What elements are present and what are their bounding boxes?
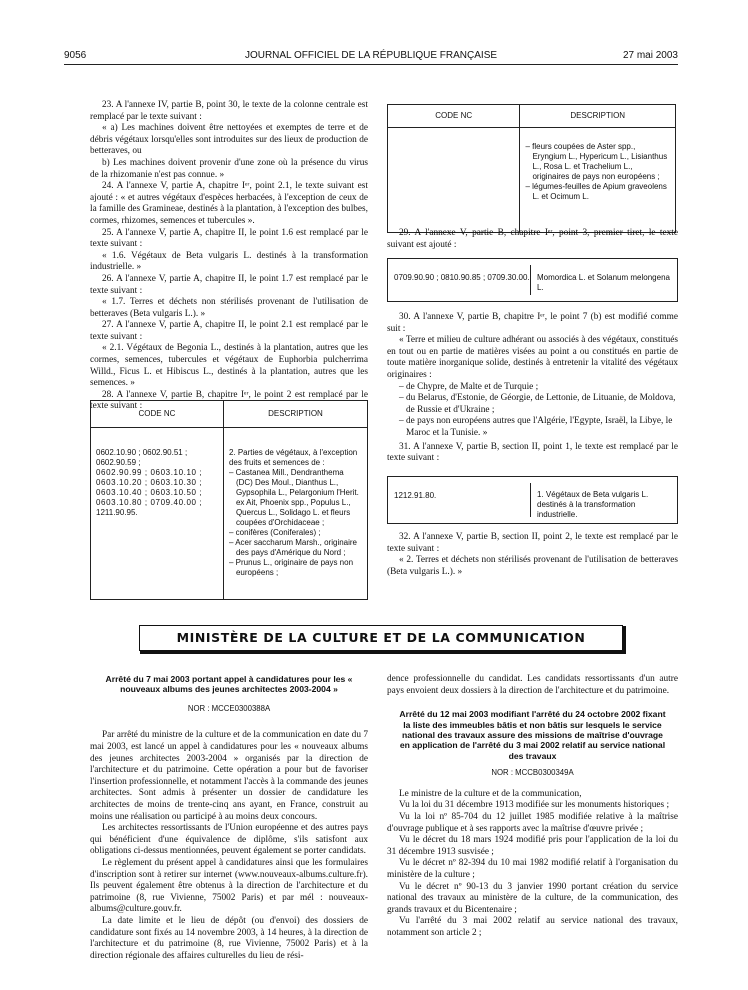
paragraph: Vu le décret nº 82-394 du 10 mai 1982 modifié relatif à l'organisation du ministère de la culture ; [387, 858, 678, 880]
table-annex-v-point-2 [90, 400, 368, 600]
paragraph: dence professionnelle du candidat. Les candidats ressortissants d'un autre pays envoient deux dossiers à la direction de l'architecture et du patrimoine. [387, 674, 678, 696]
paragraph: 27. A l'annexe V, partie A, chapitre II, le point 2.1 est remplacé par le texte suivant : [90, 320, 368, 342]
paragraph: 28. A l'annexe V, partie B, chapitre Iᵉʳ, le point 2 est remplacé par le texte suivant : [90, 389, 368, 412]
paragraph: Par arrêté du ministre de la culture et de la communication en date du 7 mai 2003, est lancé un appel à candidatures pour les « nouveaux albums des jeunes architectes 2003-2004 » organisés par la direction de l'architecture et du patrimoine. Cette opération a pour but de favoriser l'insertion professionnelle, et notamment l'accès à la commande des jeunes architectes. Sont admis à présenter un dossier de candidature les architectes de moins de trente-cinq ans ayant, en France, construit au moins une réalisation ou participé à au moins deux concours. [90, 730, 368, 822]
right-column-p30 [387, 312, 678, 465]
box-code: 0709.90.90 ; 0810.90.85 ; 0709.30.00. [394, 273, 530, 282]
decree-nor: NOR : MCCB0300349A [491, 768, 574, 778]
code-line: 0602.90.99 ; 0603.10.10 ; [96, 468, 203, 477]
list-item: – conifères (Coniferales) ; [228, 528, 321, 537]
right-column-p29 [387, 228, 678, 251]
paragraph: 23. A l'annexe IV, partie B, point 30, le texte de la colonne centrale est remplacé par le texte suivant : [90, 100, 368, 122]
paragraph: « 1.7. Terres et déchets non stérilisés provenant de l'utilisation de betteraves (Beta vulgaris L.). » [90, 297, 368, 319]
page-header [64, 50, 678, 64]
paragraph: Vu le décret du 18 mars 1924 modifié pris pour l'application de la loi du 31 décembre 1913 susvisée ; [387, 835, 678, 857]
list-item: – Acer saccharum Marsh., originaire des pays d'Amérique du Nord ; [228, 538, 358, 557]
origin-list [387, 382, 678, 440]
box-description: Momordica L. et Solanum melongena L. [530, 265, 676, 295]
table-header-code: CODE NC [91, 401, 224, 428]
paragraph: « a) Les machines doivent être nettoyées et exemptes de terre et de débris végétaux lorsqu'elles sont introduites sur des lieux de production de betteraves, ou [90, 123, 368, 157]
page-number: 9056 [64, 50, 87, 61]
lower-left-column [90, 674, 368, 962]
table-cell-codes [91, 428, 224, 600]
list-item: – de pays non européens autres que l'Algérie, l'Egypte, Israël, la Libye, le Maroc et la Tunisie. » [399, 416, 673, 438]
table-continued [387, 104, 676, 233]
description-intro: 2. Parties de végétaux, à l'exception des fruits et semences de : [228, 448, 358, 467]
header-rule [64, 64, 678, 65]
ministry-section-title: MINISTÈRE DE LA CULTURE ET DE LA COMMUNICATION [139, 625, 623, 651]
decree-title: Arrêté du 12 mai 2003 modifiant l'arrêté du 24 octobre 2002 fixant la liste des immeubles bâtis et non bâtis sur lesquels le service national des travaux assure des missions de maîtrise d'ouvrage en application de l'arrêté du 3 mai 2002 relatif au service national des travaux [399, 709, 666, 761]
paragraph: Le règlement du présent appel à candidatures ainsi que les formulaires d'inscription sont à retirer sur internet (www.nouveaux-albums.culture.fr). Ils peuvent également être obtenus à la direction de l'architecture et du patrimoine (8, rue Vivienne, 75002 Paris) et par mél : nouveaux-albums@culture.gouv.fr. [90, 857, 368, 915]
paragraph: 24. A l'annexe V, partie A, chapitre Iᵉʳ, point 2.1, le texte suivant est ajouté : « et autres végétaux d'espèces herbacées, à l'exception de ceux de la famille des Gramineae, destinés à la plantation, à l'exception des bulbes, cormes, rhizomes, semences et tubercules ». [90, 181, 368, 226]
table-header-code: CODE NC [388, 105, 520, 128]
paragraph: Vu l'arrêté du 3 mai 2002 relatif au service national des travaux, notamment son article 2 ; [387, 916, 678, 938]
paragraph: 26. A l'annexe V, partie A, chapitre II, le point 1.7 est remplacé par le texte suivant : [90, 273, 368, 296]
table-cell-description [520, 128, 676, 233]
paragraph: 29. A l'annexe V, partie B, chapitre Iᵉʳ, point 3, premier tiret, le texte suivant est ajouté : [387, 228, 678, 250]
paragraph: 31. A l'annexe V, partie B, section II, point 1, le texte est remplacé par le texte suivant : [387, 441, 678, 464]
paragraph: 32. A l'annexe V, partie B, section II, point 2, le texte est remplacé par le texte suivant : [387, 532, 678, 554]
paragraph: La date limite et le lieu de dépôt (ou d'envoi) des dossiers de candidature sont fixés au 14 novembre 2003, à 14 heures, à la direction de l'architecture et du patrimoine (8, rue Vivienne, 75002 Paris) et à la direction régionale des affaires culturelles du lieu de rési- [90, 915, 368, 961]
list-item: – du Belarus, d'Estonie, de Géorgie, de Lettonie, de Lituanie, de Moldova, de Russie et d'Ukraine ; [399, 393, 676, 415]
journal-title: JOURNAL OFFICIEL DE LA RÉPUBLIQUE FRANÇAISE [244, 50, 498, 61]
right-column-p32 [387, 532, 678, 578]
code-line: 0602.10.90 ; 0602.90.51 ; 0602.90.59 ; [96, 448, 188, 467]
paragraph: Vu le décret nº 90-13 du 3 janvier 1990 portant création du service national des travaux au ministère de la culture, de la communication, des grands travaux et du Bicentenaire ; [387, 881, 678, 915]
paragraph: « 1.6. Végétaux de Beta vulgaris L. destinés à la transformation industrielle. » [90, 250, 368, 273]
box-section-2-point-1 [387, 476, 678, 524]
paragraph: « 2.1. Végétaux de Begonia L., destinés à la plantation, autres que les cormes, semences, tubercules et végétaux de Euphorbia pulcherrima Willd., Ficus L. et Hibiscus L., destinés à la plantation, autres que les semences. » [90, 343, 368, 389]
description-list [229, 468, 362, 578]
list-item: – Castanea Mill., Dendranthema (DC) Des Moul., Dianthus L., Gypsophila L., Pelargonium l'Herit. ex Ait, Phoenix spp., Populus L., Quercus L., Solidago L. et fleurs coupées d'Orchidaceae ; [228, 468, 359, 527]
lower-right-column [387, 674, 678, 940]
box-description: 1. Végétaux de Beta vulgaris L. destinés à la transformation industrielle. [530, 483, 676, 517]
paragraph: Vu la loi nº 85-704 du 12 juillet 1985 modifiée relative à la maîtrise d'ouvrage publique et à ses rapports avec la maîtrise d'œuvre privée ; [387, 812, 678, 834]
code-line: 0603.10.20 ; 0603.10.30 ; [96, 478, 203, 487]
code-line: 1211.90.95. [96, 508, 138, 517]
left-column [90, 100, 368, 413]
list-item: – légumes-feuilles de Apium graveolens L. et Ocimum L. [525, 182, 667, 201]
issue-date: 27 mai 2003 [622, 50, 678, 61]
paragraph: 25. A l'annexe V, partie A, chapitre II, le point 1.6 est remplacé par le texte suivant : [90, 227, 368, 250]
table-header-description: DESCRIPTION [520, 105, 676, 128]
table-cell-description [223, 428, 367, 600]
paragraph: Le ministre de la culture et de la communication, [399, 788, 582, 799]
code-line: 0603.10.80 ; 0709.40.00 ; [96, 498, 203, 507]
paragraph: Vu la loi du 31 décembre 1913 modifiée sur les monuments historiques ; [399, 800, 670, 811]
code-line: 0603.10.40 ; 0603.10.50 ; [96, 488, 203, 497]
paragraph: Les architectes ressortissants de l'Union européenne et des autres pays qui bénéficient d'une équivalence de diplôme, s'ils satisfont aux obligations ci-dessus mentionnées, peuvent également se porter candidats. [90, 823, 368, 857]
table-header-description: DESCRIPTION [223, 401, 367, 428]
description-list [525, 142, 670, 202]
decree-nor: NOR : MCCE0300388A [187, 703, 271, 713]
list-item: – Prunus L., originaire de pays non européens ; [228, 558, 354, 577]
box-point-3 [387, 258, 678, 302]
box-code: 1212.91.80. [394, 491, 437, 500]
decree-title: Arrêté du 7 mai 2003 portant appel à candidatures pour les « nouveaux albums des jeunes architectes 2003-2004 » [105, 674, 353, 695]
paragraph: 30. A l'annexe V, partie B, chapitre Iᵉʳ, le point 7 (b) est modifié comme suit : [387, 312, 678, 334]
paragraph: « Terre et milieu de culture adhérant ou associés à des végétaux, constitués en tout ou en partie de matières visées au point a ou constitués en partie de toute matière inorganique solide, destinés à entretenir la vitalité des végétaux originaires : [387, 335, 678, 380]
paragraph: b) Les machines doivent provenir d'une zone où la présence du virus de la rhizomanie n'est pas connue. » [90, 157, 368, 180]
table-cell-codes [388, 128, 520, 233]
list-item: – de Chypre, de Malte et de Turquie ; [399, 381, 539, 392]
paragraph: « 2. Terres et déchets non stérilisés provenant de l'utilisation de betteraves (Beta vulgaris L.). » [387, 555, 678, 577]
list-item: – fleurs coupées de Aster spp., Eryngium L., Hypericum L., Lisianthus L., Rosa L. et Trachelium L., originaires de pays non européens ; [525, 142, 668, 181]
